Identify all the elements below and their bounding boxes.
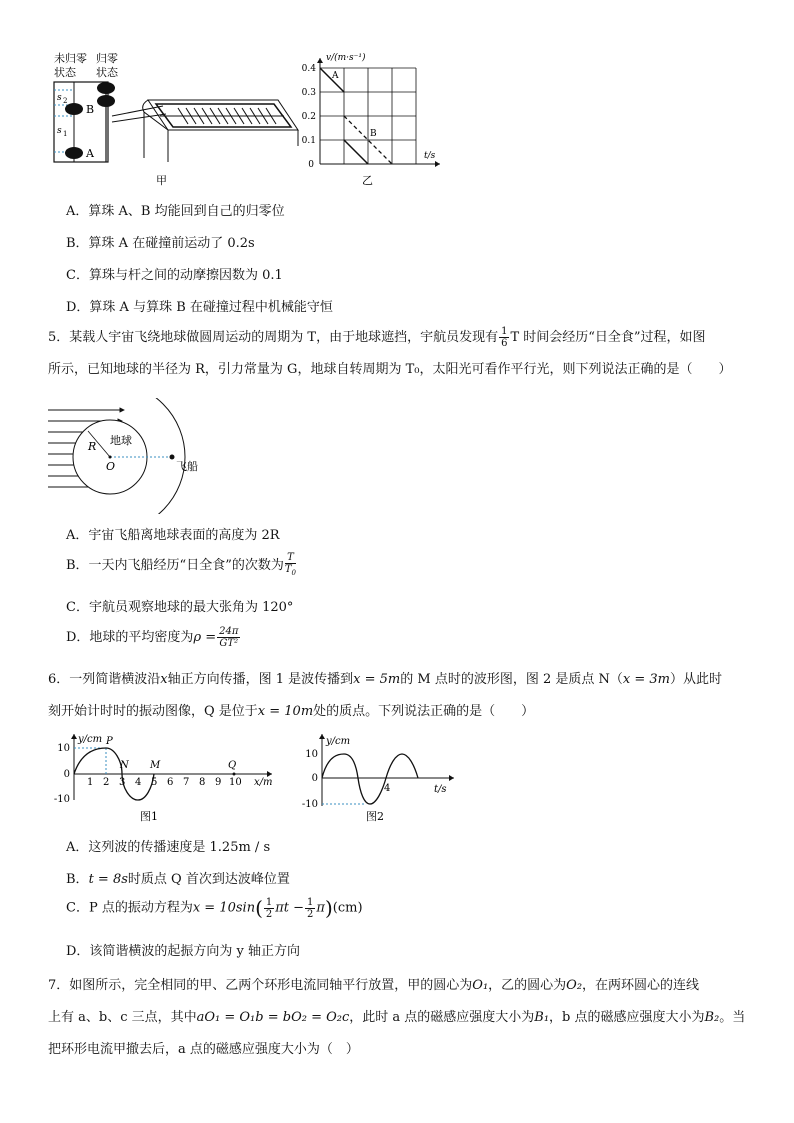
fig2-caption: 图2 bbox=[366, 810, 384, 823]
vt-graph bbox=[298, 50, 458, 190]
q4-option-c: C．算珠与杆之间的动摩擦因数为 0.1 bbox=[66, 268, 283, 283]
fig1-caption: 图1 bbox=[140, 810, 158, 823]
label-unzeroed-2: 状态 bbox=[54, 66, 76, 79]
svg-text:2: 2 bbox=[103, 777, 110, 788]
q6-option-c: C．P 点的振动方程为x = 10sin( $\frac{1}{2}$ πt − $\frac{1}{2}$ π)(cm) bbox=[66, 896, 363, 920]
q5-option-d: D．地球的平均密度为ρ = $\frac{24\pi}{\text{GT²}}$ bbox=[66, 626, 239, 649]
label-s2: s bbox=[57, 93, 62, 103]
label-s2-sub: 2 bbox=[63, 97, 68, 105]
svg-text:8: 8 bbox=[199, 777, 206, 788]
q5-option-c: C．宇航员观察地球的最大张角为 120° bbox=[66, 600, 294, 615]
caption-jia: 甲 bbox=[156, 174, 167, 187]
wave-ytick-10: 10 bbox=[57, 743, 70, 754]
q4-option-a: A．算珠 A、B 均能回到自己的归零位 bbox=[66, 204, 285, 219]
vt-label-b: B bbox=[370, 129, 377, 139]
label-zeroed-2: 状态 bbox=[96, 66, 118, 79]
figure-6-2 bbox=[296, 730, 466, 830]
vib-ytick-neg10: -10 bbox=[301, 799, 318, 810]
vib-xlabel: t/s bbox=[434, 784, 447, 795]
svg-text:4: 4 bbox=[135, 777, 142, 788]
q5-line2: 所示，已知地球的半径为 R，引力常量为 G，地球自转周期为 T₀，太阳光可看作平行光，则下列说法正确的是（ ） bbox=[48, 362, 732, 377]
svg-text:3: 3 bbox=[119, 777, 126, 788]
q4-option-b: B．算珠 A 在碰撞前运动了 0.2s bbox=[66, 236, 255, 251]
svg-text:1: 1 bbox=[87, 777, 94, 788]
radius-label: R bbox=[88, 440, 97, 453]
question-5 bbox=[48, 322, 760, 386]
question-7: 7．如图所示，完全相同的甲、乙两个环形电流同轴平行放置，甲的圆心为O₁，乙的圆心为O₂，在两环圆心的连线 上有 a、b、c 三点，其中aO₁ = O₁b = bO₂ = O₂c，此时 a 点的磁感应强度大小为B₁，b 点的磁感应强度大小为B₂。当 把环形电流甲撤去后，a 点的磁感应强度大小为（ ） bbox=[48, 978, 746, 1057]
caption-yi: 乙 bbox=[362, 174, 373, 187]
earth-diagram bbox=[44, 398, 254, 514]
q5-option-a: A．宇宙飞船离地球表面的高度为 2R bbox=[66, 528, 280, 543]
point-q-label: Q bbox=[228, 760, 237, 771]
vt-ytick-04: 0.4 bbox=[301, 64, 316, 74]
svg-text:7: 7 bbox=[183, 777, 190, 788]
vt-xlabel: t/s bbox=[424, 151, 436, 161]
q6-option-b: B．t = 8s时质点 Q 首次到达波峰位置 bbox=[66, 872, 290, 887]
vt-ytick-01: 0.1 bbox=[301, 136, 316, 146]
vib-xtick-4: 4 bbox=[384, 783, 391, 794]
q5-line1-b: T 时间会经历“日全食”过程，如图 bbox=[510, 330, 706, 345]
vib-ylabel: y/cm bbox=[326, 736, 351, 747]
vt-ytick-0: 0 bbox=[308, 160, 314, 170]
vt-ytick-02: 0.2 bbox=[301, 112, 316, 122]
vt-label-a: A bbox=[332, 71, 339, 81]
q6-option-d: D．该简谐横波的起振方向为 y 轴正方向 bbox=[66, 944, 301, 959]
figure-jia bbox=[48, 50, 308, 190]
wave-graph bbox=[44, 730, 284, 830]
vt-ylabel: v/(m·s⁻¹) bbox=[326, 53, 366, 63]
q5-option-b: B．一天内飞船经历“日全食”的次数为 $\frac{T}{T_0}$ bbox=[66, 552, 296, 577]
vib-ytick-0: 0 bbox=[311, 773, 318, 784]
point-n-label: N bbox=[120, 760, 129, 771]
figure-yi bbox=[298, 50, 458, 190]
wave-ytick-neg10: -10 bbox=[53, 794, 70, 805]
wave-ytick-0: 0 bbox=[63, 769, 70, 780]
q6-option-a: A．这列波的传播速度是 1.25m / s bbox=[66, 840, 271, 855]
spaceship-label: 飞船 bbox=[176, 460, 198, 473]
question-6: 6．一列简谐横波沿x轴正方向传播，图 1 是波传播到x = 5m的 M 点时的波形图，图 2 是质点 N（x = 3m）从此时 刻开始计时时的振动图像，Q 是位于x = 10m处的质点。下列说法正确的是（ ） bbox=[48, 672, 722, 719]
point-m-label: M bbox=[150, 760, 161, 771]
spaceship-dot bbox=[170, 455, 175, 460]
svg-text:6: 6 bbox=[167, 777, 174, 788]
bead-b bbox=[65, 103, 83, 115]
wave-ylabel: y/cm bbox=[78, 734, 103, 745]
abacus-diagram bbox=[48, 50, 308, 190]
q4-option-d: D．算珠 A 与算珠 B 在碰撞过程中机械能守恒 bbox=[66, 300, 333, 315]
center-label: O bbox=[106, 460, 116, 473]
point-p-label: P bbox=[106, 736, 113, 747]
label-bead-a: A bbox=[86, 147, 94, 160]
svg-text:9: 9 bbox=[215, 777, 222, 788]
label-unzeroed-1: 未归零 bbox=[54, 52, 87, 65]
label-zeroed-1: 归零 bbox=[96, 52, 118, 65]
vib-ytick-10: 10 bbox=[305, 749, 318, 760]
svg-text:5: 5 bbox=[151, 777, 158, 788]
vibration-graph bbox=[296, 730, 466, 830]
q5-fraction: $\frac{1}{6}$ bbox=[501, 326, 508, 349]
wave-xticks bbox=[87, 777, 242, 788]
figure-6-1 bbox=[44, 730, 284, 830]
label-s1-sub: 1 bbox=[63, 130, 68, 138]
wave-xlabel: x/m bbox=[254, 777, 273, 788]
vt-ytick-03: 0.3 bbox=[301, 88, 316, 98]
svg-text:10: 10 bbox=[229, 777, 242, 788]
label-bead-b: B bbox=[86, 103, 95, 116]
figure-earth bbox=[44, 398, 254, 514]
label-s1: s bbox=[57, 126, 62, 136]
q5-line1-a: 5．某载人宇宙飞绕地球做圆周运动的周期为 T，由于地球遮挡，宇航员发现有 bbox=[48, 330, 499, 345]
bead-a bbox=[65, 147, 83, 159]
earth-label: 地球 bbox=[110, 434, 132, 447]
